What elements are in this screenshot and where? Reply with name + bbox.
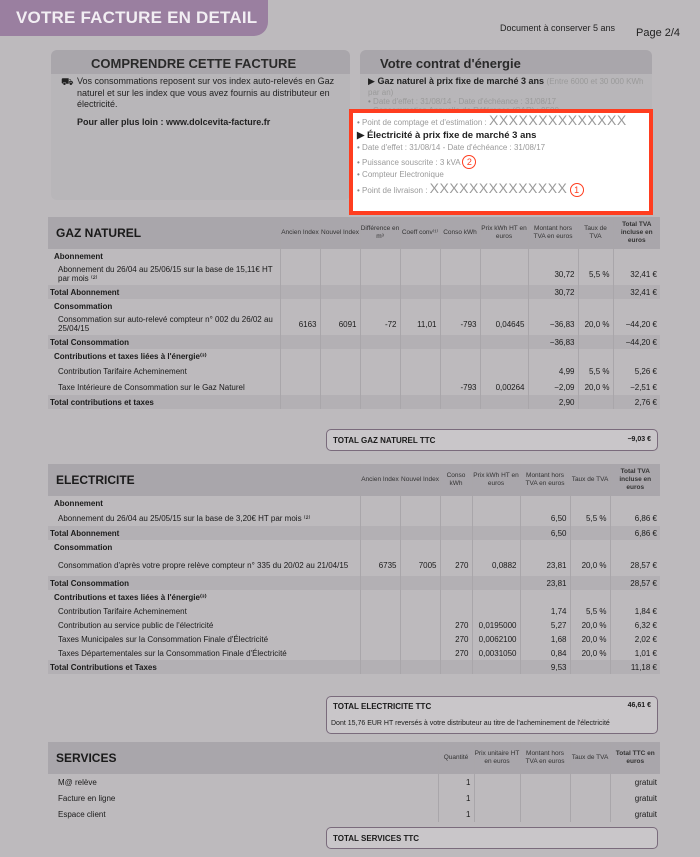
gaz-contrib-line: Contribution Tarifaire Acheminement xyxy=(58,366,187,376)
amount: 30,72 xyxy=(528,263,578,285)
elec-total-abonnement: Total Abonnement xyxy=(50,528,120,538)
gaz-header: Montant hors TVA en euros xyxy=(528,217,578,249)
elec-section xyxy=(48,464,660,674)
gaz-header: Nouvel Index xyxy=(320,217,360,249)
elec-contract-compteur: Compteur Electronique xyxy=(362,170,444,179)
triangle-icon: ▶ xyxy=(368,76,375,86)
page-title: VOTRE FACTURE EN DETAIL xyxy=(0,0,268,36)
document-note: Document à conserver 5 ans xyxy=(500,23,616,33)
gaz-total-contrib: Total contributions et taxes xyxy=(50,397,154,407)
marker-1: 1 xyxy=(570,183,584,197)
highlight-box: • Point de comptage et d'estimation : XXXXXXXXXXXXXX ▶ Électricité à prix fixe de marché 3 ans • Date d'effet : 31/08/14 - Date d'échéance : 31/08/17 • Puissance souscrite : 3 kVA 2 • Compteur Electronique • Point de livraison : XXXXXXXXXXXXXX 1 xyxy=(349,109,653,215)
gaz-header: Conso kWh xyxy=(440,217,480,249)
elec-contrib-line: Taxes Départementales sur la Consommation Finale d'Électricité xyxy=(58,648,287,658)
elec-table: ELECTRICITE Ancien Index Nouvel Index Conso kWh Prix kWh HT en euros Montant hors TVA en euros Taux de TVA Total TVA incluse en euros Abonnement Abonnement du 26/04 au 25/05/15 sur la base de 3,20€ HT par mois ⁽²⁾ 6,50 5,5 % 6,86 € Total Abonnement 6,50 6,86 € Consommation Consommation d'après votre propre relève compteur n° 335 du 20/02 au 21/04/15 6735 7005 270 0,0882 23,81 20,0 % 28,57 € Total Consommation 23,81 28,57 € Contributions et taxes liées à l'énergie⁽³⁾ Contribution Tarifaire Acheminement 1,74 5,5 % 1,84 € Contribution au service public de l'électricité 270 0,0195000 5,27 20,0 % 6,32 € Taxes Municipales sur la Consommation Finale d'Électricité 270 0,0062100 1,68 20,0 % 2,02 € Taxes Départementales sur la Consommation Finale d'Électricité 270 0,0031050 0,84 20,0 % 1,01 € Total Contributions et Taxes 9,53 11,18 € xyxy=(48,464,660,674)
gaz-conso-label: Consommation xyxy=(54,301,113,311)
gaz-point-label: Point de comptage et d'estimation : xyxy=(362,118,487,127)
gaz-point-value: XXXXXXXXXXXXXX xyxy=(489,112,627,128)
elec-total-contrib: Total Contributions et Taxes xyxy=(50,662,157,672)
services-total-ttc xyxy=(326,827,658,849)
elec-contrib-label: Contributions et taxes liées à l'énergie⁽³⁾ xyxy=(54,592,207,602)
gaz-section xyxy=(48,217,660,409)
elec-contract-date: Date d'effet : 31/08/14 - Date d'échéance : 31/08/17 xyxy=(362,143,546,152)
gaz-conso-line: Consommation sur auto-relevé compteur n° 002 du 26/02 au 25/04/15 xyxy=(58,315,273,333)
page-number: Page 2/4 xyxy=(636,27,681,39)
elec-total-ttc-label: TOTAL ELECTRICITE TTC xyxy=(333,702,432,711)
elec-total-ttc xyxy=(326,696,658,734)
gaz-total-ttc-value: −9,03 € xyxy=(627,436,651,443)
elec-total-ttc-value: 46,61 € xyxy=(627,702,651,709)
marker-2: 2 xyxy=(462,155,476,169)
gaz-header: Coeff conv⁽¹⁾ xyxy=(400,217,440,249)
truck-icon: ⛟ xyxy=(61,77,74,88)
gaz-abonnement-label: Abonnement xyxy=(54,251,103,261)
elec-point-label: Point de livraison : xyxy=(362,185,428,195)
gaz-contrib-line: Taxe Intérieure de Consommation sur le Gaz Naturel xyxy=(58,382,245,392)
gaz-header: Prix kWh HT en euros xyxy=(480,217,528,249)
elec-conso-label: Consommation xyxy=(54,542,113,552)
vat-rate: 5,5 % xyxy=(578,263,613,285)
service-line: Espace client xyxy=(58,809,106,819)
gaz-abonnement-line: Abonnement du 26/04 au 25/06/15 sur la base de 15,11€ HT par mois ⁽²⁾ xyxy=(58,265,273,283)
triangle-icon: ▶ xyxy=(357,129,365,141)
gaz-contract-date: Date d'effet : 31/08/14 - Date d'échéance : 31/08/17 xyxy=(373,97,557,106)
elec-abonnement-label: Abonnement xyxy=(54,498,103,508)
comprendre-box xyxy=(51,50,350,200)
gaz-contract-title: Gaz naturel à prix fixe de marché 3 ans xyxy=(377,76,545,86)
service-line: M@ relève xyxy=(58,777,97,787)
elec-point-value: XXXXXXXXXXXXXX xyxy=(429,179,568,196)
elec-contrib-line: Contribution au service public de l'électricité xyxy=(58,620,214,630)
elec-contract-puissance: Puissance souscrite : 3 kVA xyxy=(362,157,461,167)
elec-acheminement-note: Dont 15,76 EUR HT reversés à votre distributeur au titre de l'acheminement de l'électricité xyxy=(331,720,610,727)
gaz-header: Taux de TVA xyxy=(578,217,613,249)
services-total-ttc-label: TOTAL SERVICES TTC xyxy=(333,834,420,843)
gaz-table: GAZ NATUREL Ancien Index Nouvel Index Différence en m³ Coeff conv⁽¹⁾ Conso kWh Prix kWh HT en euros Montant hors TVA en euros Taux de TVA Total TVA incluse en euros Abonnement Abonnement du 26/04 au 25/06/15 sur la base de 15,11€ HT par mois ⁽²⁾ 30,72 5,5 % 32,41 € Total Abonnement 30,72 32,41 € Consommation Consommation sur auto-relevé compteur n° 002 du 26/02 au 25/04/15 6163 6091 -72 11,01 -793 0,04645 −36,83 20,0 % −44,20 € Total Consommation −36,83 −44,20 € Contributions et taxes liées à l'énergie⁽³⁾ Contribution Tarifaire Acheminement 4,99 5,5 % 5,26 € Taxe Intérieure de Consommation sur le Gaz Naturel -793 0,00264 −2,09 20,0 % −2,51 € Total contributions et taxes 2,90 2,76 € xyxy=(48,217,660,409)
gaz-contrib-label: Contributions et taxes liées à l'énergie⁽³⁾ xyxy=(54,351,207,361)
comprendre-text: Vos consommations reposent sur vos index auto-relevés en Gaz naturel et sur les index que vous avez fournis au distributeur en électricité. xyxy=(77,76,335,109)
elec-abonnement-line: Abonnement du 26/04 au 25/05/15 sur la base de 3,20€ HT par mois ⁽²⁾ xyxy=(58,513,311,523)
contrat-box: Votre contrat d'énergie ▶ Gaz naturel à prix fixe de marché 3 ans (Entre 6000 et 30 000 KWh par an) • Date d'effet : 31/08/14 - Date d'échéance : 31/08/17 xyxy=(360,50,652,200)
elec-total-conso: Total Consommation xyxy=(50,578,129,588)
comprendre-title: COMPRENDRE CETTE FACTURE xyxy=(51,50,350,74)
gaz-header: Différence en m³ xyxy=(360,217,400,249)
gaz-header: Ancien Index xyxy=(280,217,320,249)
gaz-total-ttc-label: TOTAL GAZ NATUREL TTC xyxy=(333,436,436,445)
services-section xyxy=(48,742,660,822)
gaz-contract-note: (Entre 6000 et 30 000 KWh par an) xyxy=(368,77,644,97)
contrat-title: Votre contrat d'énergie xyxy=(360,50,652,74)
gaz-total-abonnement: Total Abonnement xyxy=(50,287,120,297)
comprendre-link[interactable]: Pour aller plus loin : www.dolcevita-facture.fr xyxy=(77,116,271,127)
service-line: Facture en ligne xyxy=(58,793,116,803)
gaz-total-conso: Total Consommation xyxy=(50,337,129,347)
gaz-header: Total TVA incluse en euros xyxy=(613,217,660,249)
gaz-total-ttc xyxy=(326,429,658,451)
elec-conso-line: Consommation d'après votre propre relève compteur n° 335 du 20/02 au 21/04/15 xyxy=(58,560,349,570)
elec-contrib-line: Taxes Municipales sur la Consommation Finale d'Électricité xyxy=(58,634,269,644)
elec-section-title: ELECTRICITE xyxy=(56,473,135,487)
elec-contract-title: Électricité à prix fixe de marché 3 ans xyxy=(366,129,537,141)
services-section-title: SERVICES xyxy=(56,751,117,765)
elec-contrib-line: Contribution Tarifaire Acheminement xyxy=(58,606,187,616)
gaz-section-title: GAZ NATUREL xyxy=(56,226,142,240)
total: 32,41 € xyxy=(613,263,660,285)
services-table: SERVICES Quantité Prix unitaire HT en euros Montant hors TVA en euros Taux de TVA Total TTC en euros M@ relève 1 gratuit Facture en ligne 1 gratuit Espace client 1 gratuit xyxy=(48,742,660,822)
